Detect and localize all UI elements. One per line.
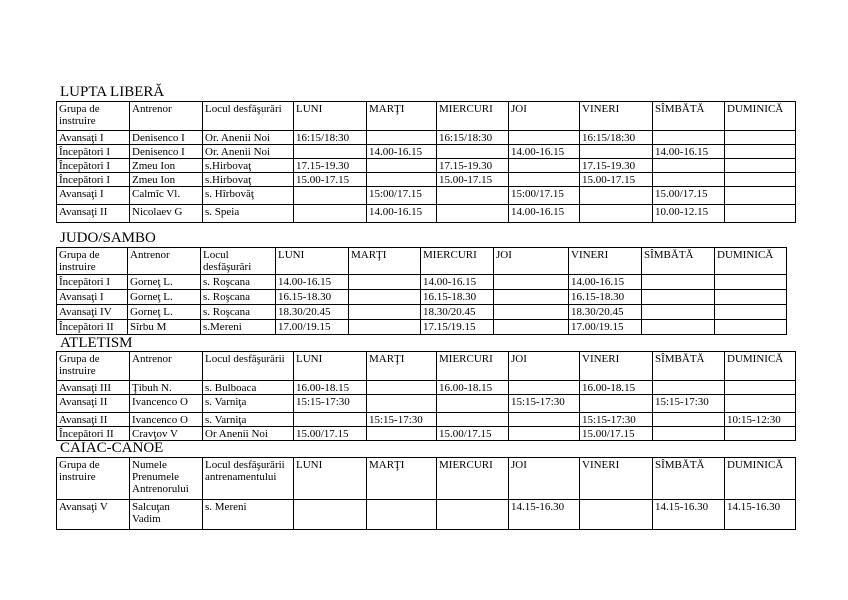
table-cell: 16:15/18:30 [437,131,509,145]
table-row [57,395,796,413]
table-cell: 15.00-17.15 [294,173,367,187]
column-header: Locul desfăşurării antrenamentului [203,458,294,500]
table-cell [494,305,569,320]
table-row [57,290,787,305]
table-cell [294,187,367,205]
column-header: MARŢI [367,102,437,131]
table-cell: Sîrbu M [128,320,201,335]
table-cell: 17.15/19.15 [421,320,494,335]
table-cell: 15:15-17:30 [653,395,725,413]
table-cell [580,145,653,159]
column-header: SÎMBĂTĂ [653,352,725,381]
table-cell [725,395,796,413]
table-cell: Avansaţi V [57,500,130,530]
table-cell: 18.30/20.45 [421,305,494,320]
table-cell: 14.00-16.15 [653,145,725,159]
table-cell: 18.30/20.45 [569,305,642,320]
column-header: DUMINICĂ [725,458,796,500]
table-cell: Ţibuh N. [130,381,203,395]
table-cell [653,427,725,441]
table-header-row [57,352,796,381]
table-cell: 15.00/17.15 [653,187,725,205]
table-cell [294,500,367,530]
column-header: MARŢI [367,458,437,500]
section-title-caiac-canoe: CAIAC-CANOE [60,440,164,456]
table-cell: 16:15/18:30 [580,131,653,145]
table-cell [725,173,796,187]
table-cell [367,173,437,187]
table-cell [494,290,569,305]
table-cell: Or. Anenii Noi [203,145,294,159]
table-cell: 15.00-17.15 [437,173,509,187]
table-cell [509,131,580,145]
table-cell [725,187,796,205]
table-cell: Avansaţi I [57,290,128,305]
table-cell: Începători I [57,275,128,290]
table-cell: 14.15-16.30 [725,500,796,530]
table-cell: s.Hirbovaţ [203,173,294,187]
table-cell: s. Hîrbovăţ [203,187,294,205]
table-cell: Nicolaev G [130,205,203,223]
column-header: LUNI [276,248,349,275]
column-header: Grupa de instruire [57,352,130,381]
column-header: VINERI [580,102,653,131]
table-row [57,320,787,335]
table-cell: s. Speia [203,205,294,223]
table-row [57,145,796,159]
table-cell [367,159,437,173]
column-header: MIERCURI [437,102,509,131]
table-cell [509,427,580,441]
table-cell [349,305,421,320]
table-header-row [57,102,796,131]
column-header: Locul desfăşurării [203,352,294,381]
table-cell: Începători I [57,145,130,159]
table-cell: Salcuţan Vadim [130,500,203,530]
column-header: VINERI [580,352,653,381]
table-cell [367,500,437,530]
table-cell: 14.15-16.30 [653,500,725,530]
table-cell: 15.00-17.15 [580,173,653,187]
table-cell [367,381,437,395]
table-cell [509,413,580,427]
table-cell [509,381,580,395]
schedule-table [56,247,787,335]
table-cell: 14.00-16.15 [421,275,494,290]
table-cell: Începători II [57,320,128,335]
table-cell: Avansaţi III [57,381,130,395]
table-cell: 16.00-18.15 [580,381,653,395]
table-cell [367,427,437,441]
table-cell [715,275,787,290]
table-cell: Or Anenii Noi [203,427,294,441]
table-cell: 14.00-16.15 [367,145,437,159]
column-header: Antrenor [128,248,201,275]
table-cell: 18.30/20.45 [276,305,349,320]
table-cell [437,395,509,413]
column-header: VINERI [580,458,653,500]
table-cell: Calmîc Vl. [130,187,203,205]
column-header: DUMINICĂ [725,352,796,381]
table-cell: 16.15-18.30 [276,290,349,305]
column-header: JOI [509,352,580,381]
column-header: JOI [509,102,580,131]
column-header: Antrenor [130,352,203,381]
table-cell: Zmeu Ion [130,159,203,173]
table-cell: 17.15-19.30 [437,159,509,173]
table-cell: 16.00-18.15 [437,381,509,395]
table-cell [715,305,787,320]
table-cell [725,381,796,395]
table-cell: 15:00/17.15 [367,187,437,205]
table-cell [715,320,787,335]
table-cell [725,205,796,223]
table-cell: 16.00-18.15 [294,381,367,395]
table-row [57,275,787,290]
table-cell [725,427,796,441]
table-cell [653,381,725,395]
table-cell [294,145,367,159]
table-row [57,205,796,223]
table-cell [509,173,580,187]
table-cell: 14.15-16.30 [509,500,580,530]
column-header: Grupa de instruire [57,248,128,275]
table-cell: Începători II [57,427,130,441]
table-cell: 14.00-16.15 [367,205,437,223]
column-header: LUNI [294,102,367,131]
table-header-row [57,248,787,275]
table-cell: s. Roşcana [201,290,276,305]
column-header: MIERCURI [437,458,509,500]
table-row [57,187,796,205]
column-header: Grupa de instruire [57,102,130,131]
table-cell: Avansaţi I [57,131,130,145]
table-cell [437,413,509,427]
schedule-table [56,101,796,223]
table-cell: s. Varniţa [203,395,294,413]
table-cell: 15.00/17.15 [294,427,367,441]
table-cell: Ivancenco O [130,413,203,427]
column-header: VINERI [569,248,642,275]
table-cell [715,290,787,305]
schedule-table [56,351,796,441]
table-cell [580,500,653,530]
table-cell: Gorneţ L. [128,290,201,305]
table-cell: 17.15-19.30 [580,159,653,173]
table-row [57,381,796,395]
table-cell [653,173,725,187]
table-cell: 14.00-16.15 [509,145,580,159]
table-cell [642,320,715,335]
column-header: SÎMBĂTĂ [642,248,715,275]
table-cell: Zmeu Ion [130,173,203,187]
table-cell: s. Roşcana [201,305,276,320]
table-cell [437,187,509,205]
table-cell [725,145,796,159]
column-header: SÎMBĂTĂ [653,102,725,131]
table-cell: s.Mereni [201,320,276,335]
table-cell: Gorneţ L. [128,275,201,290]
column-header: MARŢI [367,352,437,381]
table-cell: 14.00-16.15 [276,275,349,290]
table-cell: 15:15-17:30 [580,413,653,427]
table-cell [437,145,509,159]
column-header: JOI [494,248,569,275]
table-cell [294,205,367,223]
table-cell [437,500,509,530]
table-cell: 10.00-12.15 [653,205,725,223]
table-cell [580,187,653,205]
table-cell: 17.00/19.15 [276,320,349,335]
table-cell: 17.15-19.30 [294,159,367,173]
table-cell [349,320,421,335]
column-header: DUMINICĂ [715,248,787,275]
table-cell [294,413,367,427]
table-cell [367,131,437,145]
table-cell: 10:15-12:30 [725,413,796,427]
table-cell [349,290,421,305]
table-cell: s. Bulboaca [203,381,294,395]
table-cell: 15:15-17:30 [509,395,580,413]
column-header: Locul desfăşurări [201,248,276,275]
table-cell: Avansaţi II [57,395,130,413]
table-cell: s.Hirbovaţ [203,159,294,173]
table-cell: 16.15-18.30 [421,290,494,305]
column-header: MIERCURI [437,352,509,381]
table-row [57,173,796,187]
table-cell [349,275,421,290]
table-cell: Denisenco I [130,145,203,159]
table-row [57,131,796,145]
table-cell [642,290,715,305]
table-cell [653,413,725,427]
table-cell: Începători I [57,173,130,187]
table-cell [509,159,580,173]
table-cell: Avansaţi II [57,413,130,427]
table-cell: 14.00-16.15 [569,275,642,290]
table-cell: s. Varniţa [203,413,294,427]
table-cell [437,205,509,223]
table-cell: Denisenco I [130,131,203,145]
table-cell: Avansaţi II [57,205,130,223]
table-cell: Avansaţi I [57,187,130,205]
table-cell [642,275,715,290]
table-cell: 15:15-17:30 [367,413,437,427]
schedule-table [56,457,796,530]
table-cell [653,159,725,173]
column-header: MIERCURI [421,248,494,275]
column-header: Grupa de instruire [57,458,130,500]
table-cell: 16.15-18.30 [569,290,642,305]
table-header-row [57,458,796,500]
table-cell: Începători I [57,159,130,173]
table-cell [580,205,653,223]
table-cell: Ivancenco O [130,395,203,413]
table-cell [580,395,653,413]
table-cell: 15.00/17.15 [437,427,509,441]
section-title-atletism: ATLETISM [60,335,133,351]
column-header: Antrenor [130,102,203,131]
table-cell [642,305,715,320]
table-cell: s. Roşcana [201,275,276,290]
table-row [57,500,796,530]
column-header: LUNI [294,352,367,381]
table-row [57,427,796,441]
table-cell [725,131,796,145]
table-cell [653,131,725,145]
column-header: Numele Prenumele Antrenorului [130,458,203,500]
section-title-judo-sambo: JUDO/SAMBO [60,230,156,246]
table-cell: 15:15-17:30 [294,395,367,413]
table-cell: 15.00/17.15 [580,427,653,441]
column-header: JOI [509,458,580,500]
table-cell [494,275,569,290]
table-cell [494,320,569,335]
table-cell: Gorneţ L. [128,305,201,320]
table-cell: 15:00/17.15 [509,187,580,205]
column-header: MARŢI [349,248,421,275]
table-row [57,159,796,173]
table-cell [725,159,796,173]
table-cell: Or. Anenii Noi [203,131,294,145]
column-header: LUNI [294,458,367,500]
table-cell: s. Mereni [203,500,294,530]
table-cell: 16:15/18:30 [294,131,367,145]
table-row [57,305,787,320]
column-header: SÎMBĂTĂ [653,458,725,500]
column-header: Locul desfăşurări [203,102,294,131]
table-cell: Avansaţi IV [57,305,128,320]
table-row [57,413,796,427]
table-cell: 17.00/19.15 [569,320,642,335]
column-header: DUMINICĂ [725,102,796,131]
table-cell: Cravţov V [130,427,203,441]
section-title-lupta-libera: LUPTA LIBERĂ [60,84,165,100]
table-cell: 14.00-16.15 [509,205,580,223]
table-cell [367,395,437,413]
